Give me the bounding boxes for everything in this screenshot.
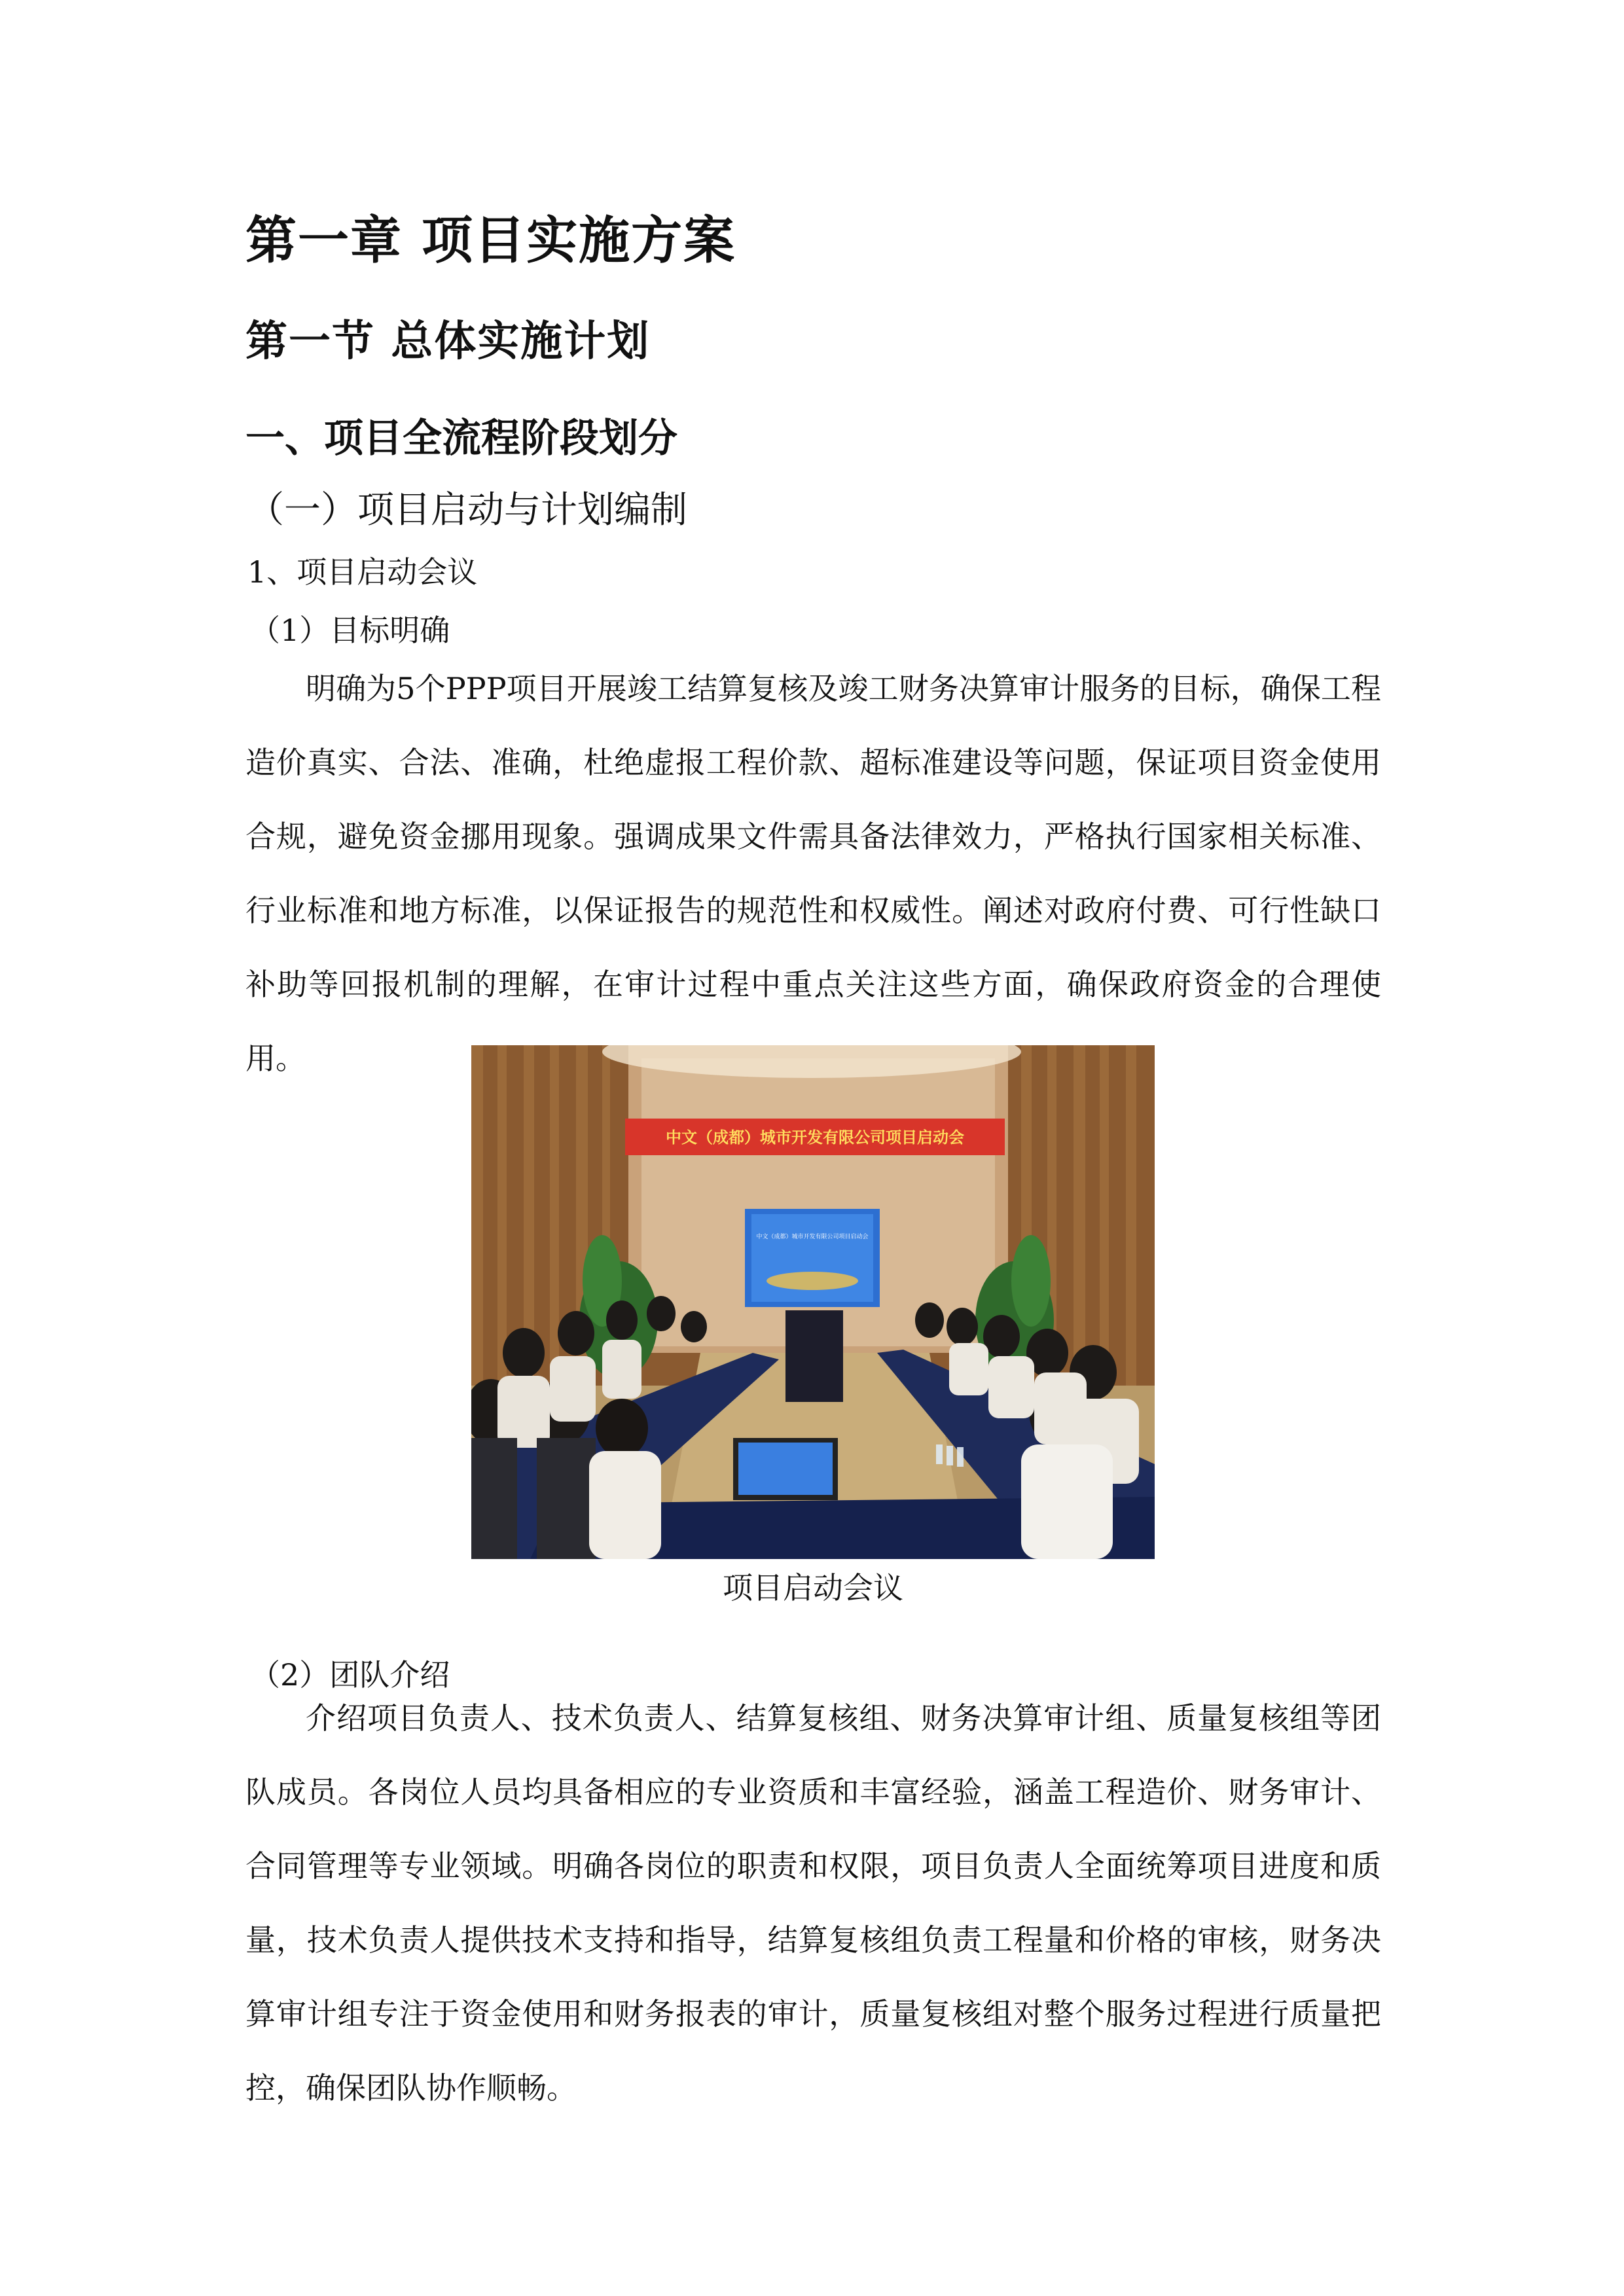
kickoff-meeting-photo [471,1045,1155,1559]
point-1-body: 明确为5个PPP项目开展竣工结算复核及竣工财务决算审计服务的目标，确保工程造价真实、合法、准确，杜绝虚报工程价款、超标准建设等问题，保证项目资金使用合规，避免资金挪用现象。强调成果文件需具备法律效力，严格执行国家相关标准、行业标准和地方标准，以保证报告的规范性和权威性。阐述对政府付费、可行性缺口补助等回报机制的理解，在审计过程中重点关注这些方面，确保政府资金的合理使用。 [245,671,1381,1076]
point-1-title: （1）目标明确 [250,613,450,648]
photo-caption: 项目启动会议 [723,1570,903,1605]
screen-text: 中文（成都）城市开发有限公司项目启动会 [756,1234,869,1240]
section-title: 第一节 总体实施计划 [245,317,651,366]
point-2-body: 介绍项目负责人、技术负责人、结算复核组、财务决算审计组、质量复核组等团队成员。各岗位人员均具备相应的专业资质和丰富经验，涵盖工程造价、财务审计、合同管理等专业领域。明确各岗位的职责和权限，项目负责人全面统筹项目进度和质量，技术负责人提供技术支持和指导，结算复核组负责工程量和价格的审核，财务决算审计组专注于资金使用和财务报表的审计，质量复核组对整个服务过程进行质量把控，确保团队协作顺畅。 [245,1700,1381,2106]
chapter-title: 第一章 项目实施方案 [245,211,736,270]
item-title: 1、项目启动会议 [247,554,478,590]
subsection-title: 一、项目全流程阶段划分 [245,416,677,461]
sub-subsection-title: （一）项目启动与计划编制 [247,489,687,531]
banner-text: 中文（成都）城市开发有限公司项目启动会 [666,1128,964,1147]
point-2-title: （2）团队介绍 [250,1657,450,1693]
